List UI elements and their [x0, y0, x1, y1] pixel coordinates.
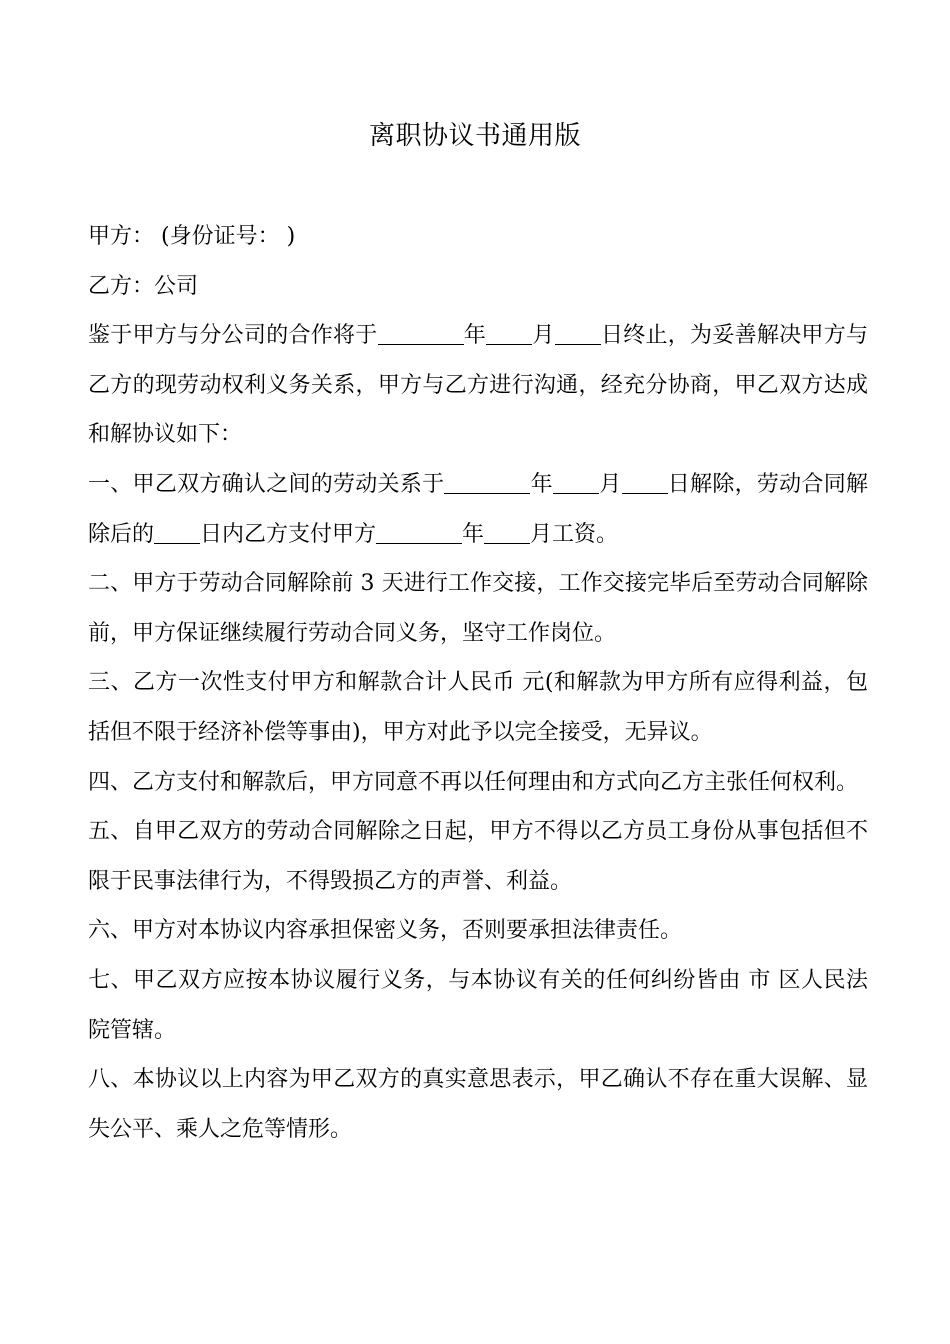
clause-6: 六、甲方对本协议内容承担保密义务，否则要承担法律责任。 [88, 918, 683, 944]
intro-month-label: 月 [532, 323, 555, 349]
party-b-line: 乙方：公司 [88, 273, 199, 299]
day-blank[interactable] [555, 322, 601, 345]
clause-1-text-3: 日内乙方支付甲方 [200, 521, 377, 547]
intro-text-1: 鉴于甲方与分公司的合作将于 [88, 323, 378, 349]
clause-7: 七、甲乙双方应按本协议履行义务，与本协议有关的任何纠纷皆由 市 区人民法院管辖。 [88, 967, 868, 1043]
clause-2: 二、甲方于劳动合同解除前 3 天进行工作交接，工作交接完毕后至劳动合同解除前，甲方保证继续履行劳动合同义务，坚守工作岗位。 [88, 571, 868, 646]
year-blank[interactable] [444, 471, 530, 494]
clause-5: 五、自甲乙双方的劳动合同解除之日起，甲方不得以乙方员工身份从事包括但不限于民事法律行为，不得毁损乙方的声誉、利益。 [88, 819, 868, 894]
days-blank[interactable] [154, 521, 200, 544]
document-body [88, 212, 868, 1154]
clause-1-text-1: 一、甲乙双方确认之间的劳动关系于 [88, 471, 445, 497]
day-blank[interactable] [622, 471, 668, 494]
clause-1-text-4: 月工资。 [530, 521, 619, 547]
month-blank[interactable] [553, 471, 599, 494]
party-a-line: 甲方： (身份证号： ) [88, 224, 296, 249]
clause-3: 三、乙方一次性支付甲方和解款合计人民币 元(和解款为甲方所有应得利益，包括但不限于经济补偿等事由)，甲方对此予以完全接受，无异议。 [88, 670, 868, 745]
clause-1 [88, 460, 868, 559]
clause-4: 四、乙方支付和解款后，甲方同意不再以任何理由和方式向乙方主张任何权利。 [88, 769, 859, 795]
intro-year-label: 年 [463, 323, 487, 349]
clause-1-year-label: 年 [530, 471, 553, 497]
year-blank[interactable] [378, 322, 464, 345]
clause-1-year2-label: 年 [462, 521, 485, 547]
document-title: 离职协议书通用版 [368, 121, 581, 151]
year-blank[interactable] [376, 521, 462, 544]
clause-8: 八、本协议以上内容为甲乙双方的真实意思表示，甲乙确认不存在重大误解、显失公平、乘人之危等情形。 [88, 1067, 868, 1142]
intro-text-2: 日终止，为妥善解决甲方与乙方的现劳动权利义务关系，甲方与乙方进行沟通，经充分协商，甲乙双方达成和解协议如下： [88, 323, 868, 448]
clause-1-month-label: 月 [598, 471, 622, 497]
month-blank[interactable] [486, 322, 532, 345]
intro-paragraph [88, 311, 868, 460]
month-blank[interactable] [484, 521, 530, 544]
clause-1-text-2: 日解除，劳动合同解除后的 [88, 471, 868, 547]
